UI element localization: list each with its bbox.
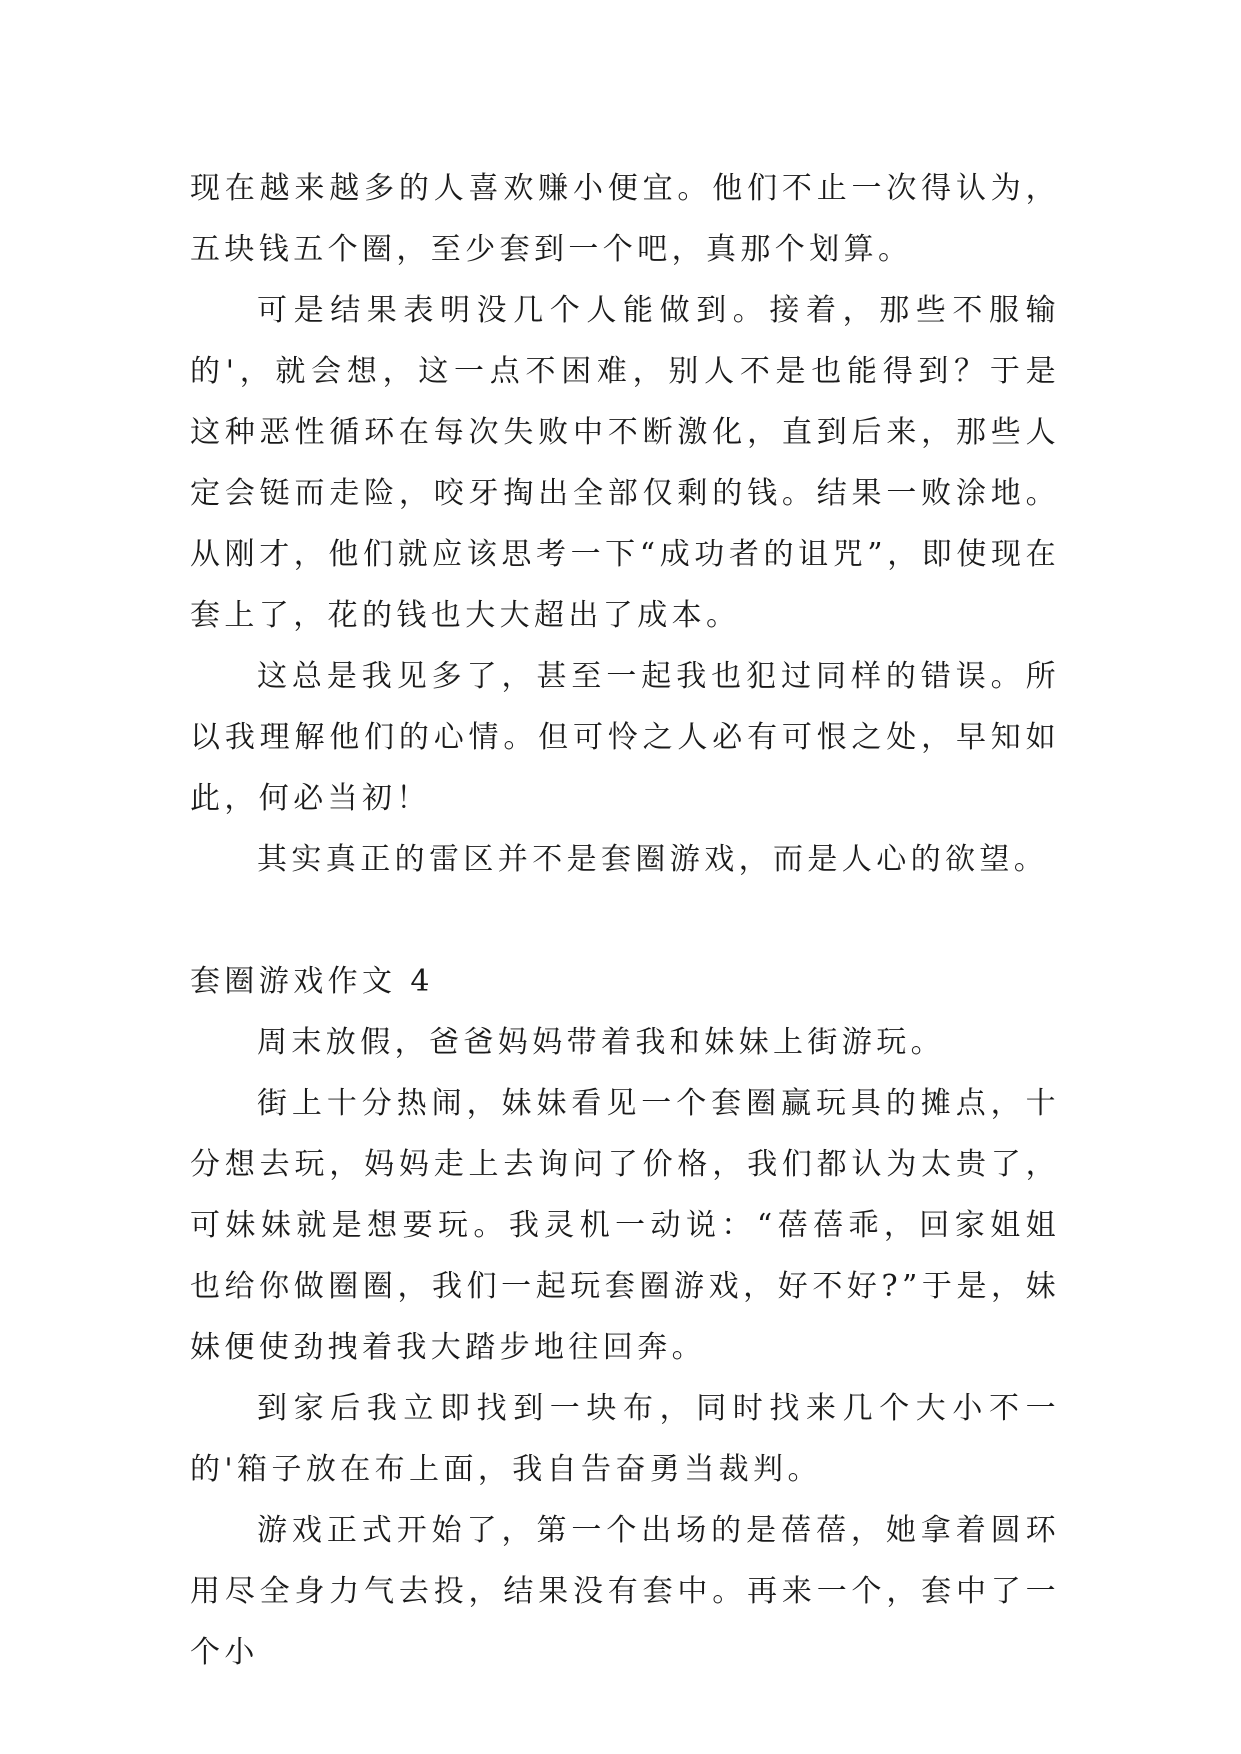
paragraph: 其实真正的雷区并不是套圈游戏，而是人心的欲望。 xyxy=(257,842,1049,877)
paragraph: 到家后我立即找到一块布，同时找来几个大小不一的'箱子放在布上面，我自告奋勇当裁判。 xyxy=(190,1391,1060,1487)
section-title: 套圈游戏作文 4 xyxy=(190,964,434,999)
paragraph: 周末放假，爸爸妈妈带着我和妹妹上街游玩。 xyxy=(257,1025,945,1060)
paragraph: 可是结果表明没几个人能做到。接着，那些不服输的'，就会想，这一点不困难，别人不是也能得到？于是这种恶性循环在每次失败中不断激化，直到后来，那些人定会铤而走险，咬牙掏出全部仅剩的钱。结果一败涂地。从刚才，他们就应该思考一下“成功者的诅咒”，即使现在套上了，花的钱也大大超出了成本。 xyxy=(190,293,1060,633)
paragraph: 现在越来越多的人喜欢赚小便宜。他们不止一次得认为，五块钱五个圈，至少套到一个吧，真那个划算。 xyxy=(190,171,1060,267)
document-page xyxy=(190,158,1060,1683)
paragraph: 游戏正式开始了，第一个出场的是蓓蓓，她拿着圆环用尽全身力气去投，结果没有套中。再来一个，套中了一个小 xyxy=(190,1513,1060,1670)
paragraph: 街上十分热闹，妹妹看见一个套圈赢玩具的摊点，十分想去玩，妈妈走上去询问了价格，我们都认为太贵了，可妹妹就是想要玩。我灵机一动说：“蓓蓓乖，回家姐姐也给你做圈圈，我们一起玩套圈游戏，好不好?”于是，妹妹便使劲拽着我大踏步地往回奔。 xyxy=(190,1086,1060,1365)
paragraph: 这总是我见多了，甚至一起我也犯过同样的错误。所以我理解他们的心情。但可怜之人必有可恨之处，早知如此，何必当初！ xyxy=(190,659,1060,816)
